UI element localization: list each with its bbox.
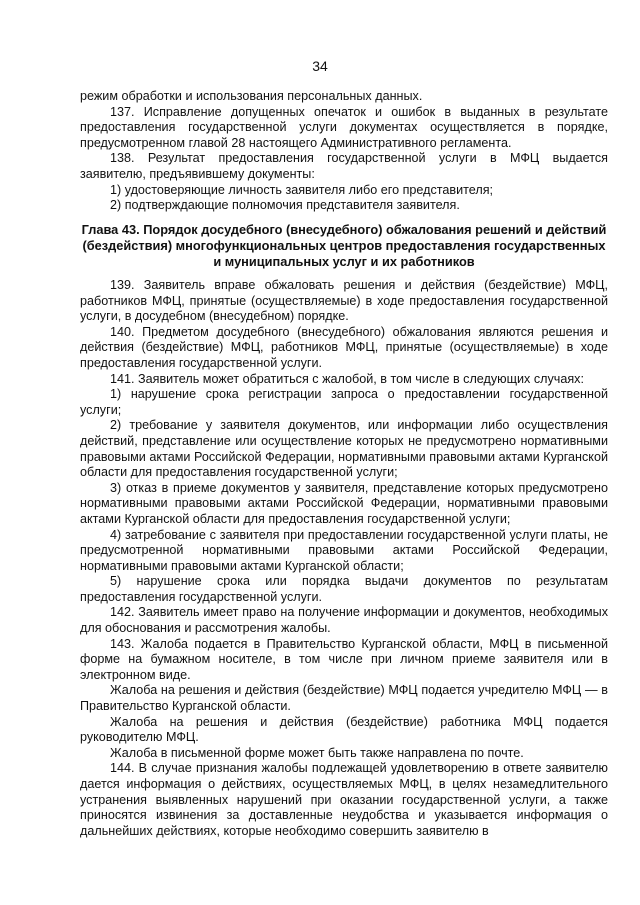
list-item-141-5: 5) нарушение срока или порядка выдачи документов по результатам предоставления государственной услуги. [80,574,608,604]
paragraph-141: 141. Заявитель может обратиться с жалобой, в том числе в следующих случаях: [110,371,584,386]
text-block-before-heading [80,89,608,214]
page-number: 34 [312,58,328,74]
list-item-138-1: 1) удостоверяющие личность заявителя либо его представителя; [110,182,494,197]
list-item-141-2: 2) требование у заявителя документов, или информации либо осуществления действий, представление или осуществление которых не предусмотрено нормативными правовыми актами Российской Федерации, нормативными правовыми актами Курганской области для предоставления государственной услуги; [80,418,608,480]
paragraph-144: 144. В случае признания жалобы подлежащей удовлетворению в ответе заявителю дается информация о действиях, осуществляемых МФЦ, в целях незамедлительного устранения выявленных нарушений при оказании государственной услуги, а также приносятся извинения за доставленные неудобства и указывается информация о дальнейших действиях, которые необходимо совершить заявителю в [80,761,608,838]
list-item-141-1: 1) нарушение срока регистрации запроса о предоставлении государственной услуги; [80,387,608,417]
paragraph-complaint-head: Жалоба на решения и действия (бездействие) работника МФЦ подается руководителю МФЦ. [80,714,608,745]
list-item-141-4: 4) затребование с заявителя при предоставлении государственной услуги платы, не предусмотренной нормативными правовыми актами Российской Федерации, нормативными правовыми актами Курганской области; [80,527,608,573]
paragraph-138: 138. Результат предоставления государственной услуги в МФЦ выдается заявителю, предъявившему документы: [80,151,608,181]
list-item-138-2: 2) подтверждающие полномочия представителя заявителя. [110,198,460,213]
paragraph-continuation: режим обработки и использования персональных данных. [80,89,423,103]
paragraph-140: 140. Предметом досудебного (внесудебного) обжалования являются решения и действия (бездействие) МФЦ, работников МФЦ, принятые (осуществляемые) в ходе предоставления государственной услуги. [80,324,608,370]
text-block-after-heading [80,278,608,839]
paragraph-142: 142. Заявитель имеет право на получение информации и документов, необходимых для обоснования и рассмотрения жалобы. [80,605,608,636]
paragraph-137: 137. Исправление допущенных опечаток и ошибок в выданных в результате предоставления государственной услуги документах осуществляется в порядке, предусмотренном главой 28 настоящего Административного регламента. [80,104,608,150]
chapter-heading: Глава 43. Порядок досудебного (внесудебного) обжалования решений и действий (бездействия) многофункциональных центров предоставления государственных и муниципальных услуг и их работников [81,222,607,269]
paragraph-complaint-founder: Жалоба на решения и действия (бездействие) МФЦ подается учредителю МФЦ — в Правительство Курганской области. [80,683,608,714]
paragraph-143: 143. Жалоба подается в Правительство Курганской области, МФЦ в письменной форме на бумажном носителе, в том числе при личном приеме заявителя или в электронном виде. [80,636,608,682]
paragraph-complaint-mail: Жалоба в письменной форме может быть также направлена по почте. [110,745,524,760]
list-item-141-3: 3) отказ в приеме документов у заявителя, представление которых предусмотрено нормативными правовыми актами Российской Федерации, нормативными правовыми актами Курганской области для предоставления государственной услуги; [80,480,608,526]
paragraph-139: 139. Заявитель вправе обжаловать решения и действия (бездействие) МФЦ, работников МФЦ, принятые (осуществляемые) в ходе предоставления государственной услуги, в досудебном (внесудебном) порядке. [80,278,608,324]
